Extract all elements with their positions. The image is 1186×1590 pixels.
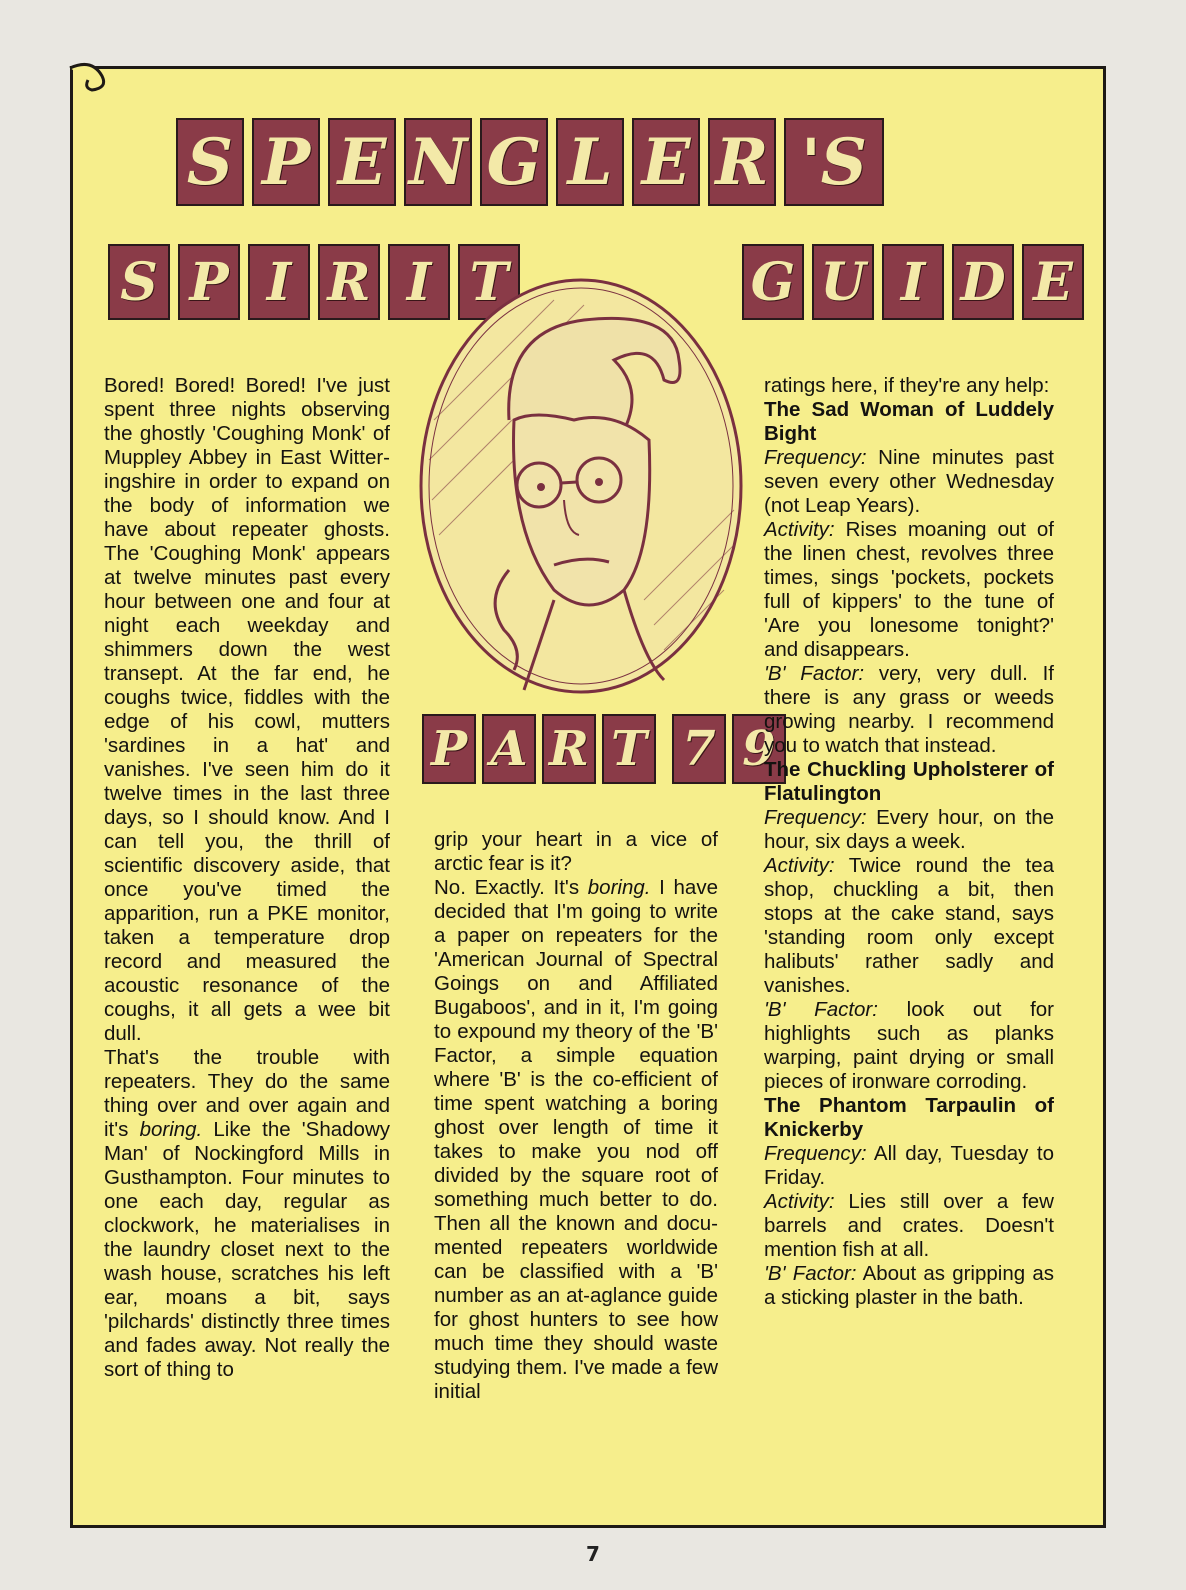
- title-letter: G: [742, 244, 804, 320]
- value: look out for highlights such as planks warping, paint drying or small pieces of ironware corroding.: [764, 998, 1054, 1093]
- title-letter: S: [108, 244, 170, 320]
- label: Activity:: [764, 518, 835, 541]
- ghost-name: The Phantom Tarpaulin of Knickerby: [764, 1094, 1054, 1141]
- paragraph: Bored! Bored! Bored! I've just spent three nights observing the ghostly 'Coughing Monk' of Muppley Abbey in East Witteringshire in order to expand on the body of information we have about repeater ghosts. The 'Coughing Monk' appears at twelve minutes past every hour between one and four at night each weekday and shimmers down the west transept. At the far end, he coughs twice, fiddles with the edge of his cowl, mutters 'sardines in a hat' and vanishes. I've seen him do it twelve times in the last three days, so I should know. And I can tell you, the thrill of scientific discovery aside, that once you've timed the apparition, run a PKE monitor, taken a temperature drop record and measured the acoustic resonance of the coughs, it all gets a wee bit dull.: [104, 374, 390, 1045]
- title-letter: E: [328, 118, 396, 206]
- page-number: 7: [586, 1542, 600, 1566]
- title-part-79: [422, 714, 786, 784]
- label: 'B' Factor:: [764, 662, 865, 685]
- title-spenglers: [176, 118, 884, 206]
- title-letter: 9: [732, 714, 786, 784]
- value: Nine minutes past seven every other Wednesday (not Leap Years).: [764, 446, 1054, 517]
- label: 'B' Factor:: [764, 1262, 857, 1285]
- b-factor: [764, 1262, 1054, 1310]
- paragraph: [104, 1046, 390, 1382]
- column-1: [104, 374, 390, 1382]
- b-factor: [764, 998, 1054, 1094]
- text-run: I have decided that I'm going to write a paper on repeaters for the 'American Journal of Spectral Goings on and Affiliated Bugaboos', and in it, I'm going to expound my theory of the 'B' Factor, a simple equation where 'B' is the co-efficient of time spent watching a boring ghost over length of time it takes to make you nod off divided by the square root of something much better to do. Then all the known and documented repeaters worldwide can be classified with a 'B' number as an at-aglance guide for ghost hunters to see how much time they should waste studying them. I've made a few initial: [434, 876, 718, 1403]
- paragraph: ratings here, if they're any help:: [764, 374, 1050, 397]
- label: Activity:: [764, 854, 835, 877]
- label: Activity:: [764, 1190, 835, 1213]
- text-run: Like the 'Shadowy Man' of Nockingford Mills in Gusthampton. Four minutes to one each day, regular as clockwork, he materialises in the laundry closet next to the wash house, scratches his left ear, moans a bit, says 'pilchards' distinctly three times and fades away. Not really the sort of thing to: [104, 1118, 390, 1381]
- title-letter: R: [708, 118, 776, 206]
- value: Twice round the tea shop, chuckling a bit, then stops at the cake stand, says 'standing room only except halibuts' rather sadly and vanishes.: [764, 854, 1054, 997]
- b-factor: [764, 662, 1054, 758]
- column-2: [434, 828, 718, 1404]
- title-guide: [742, 244, 1084, 320]
- title-letter: 7: [672, 714, 726, 784]
- text-run: That's the trouble with repeaters. They do the same thing over and over again and it's: [104, 1046, 390, 1141]
- activity: [764, 518, 1054, 662]
- frequency: [764, 806, 1054, 854]
- paragraph: [434, 876, 718, 1404]
- title-letter: I: [248, 244, 310, 320]
- title-letter: L: [556, 118, 624, 206]
- title-letter: I: [882, 244, 944, 320]
- title-letter: A: [482, 714, 536, 784]
- title-letter: P: [252, 118, 320, 206]
- title-letter: P: [422, 714, 476, 784]
- title-letter: I: [388, 244, 450, 320]
- value: Lies still over a few barrels and crates. Doesn't mention fish at all.: [764, 1190, 1054, 1261]
- title-letter: T: [602, 714, 656, 784]
- emphasis: boring.: [139, 1118, 203, 1141]
- title-letter: U: [812, 244, 874, 320]
- title-letter: 'S: [784, 118, 884, 206]
- value: Rises moaning out of the linen chest, revolves three times, sings 'pockets, pockets full of kippers' to the tune of 'Are you lonesome tonight?' and disappears.: [764, 518, 1055, 661]
- spengler-portrait-illustration: [414, 270, 748, 702]
- title-letter: T: [458, 244, 520, 320]
- emphasis: boring.: [587, 876, 651, 899]
- value: About as gripping as a sticking plaster in the bath.: [764, 1262, 1054, 1309]
- title-letter: R: [318, 244, 380, 320]
- ghost-name: The Chuckling Upholsterer of Flatulington: [764, 758, 1054, 805]
- title-letter: D: [952, 244, 1014, 320]
- value: All day, Tuesday to Friday.: [764, 1142, 1054, 1189]
- title-letter: E: [1022, 244, 1084, 320]
- title-letter: N: [404, 118, 472, 206]
- text-run: No. Exactly. It's: [434, 876, 580, 899]
- label: Frequency:: [764, 806, 867, 829]
- column-3: [764, 374, 1054, 1310]
- label: Frequency:: [764, 1142, 867, 1165]
- title-letter: S: [176, 118, 244, 206]
- label: 'B' Factor:: [764, 998, 878, 1021]
- activity: [764, 1190, 1054, 1262]
- frequency: [764, 1142, 1054, 1190]
- title-letter: R: [542, 714, 596, 784]
- frequency: [764, 446, 1054, 518]
- activity: [764, 854, 1054, 998]
- value: very, very dull. If there is any grass or weeds growing nearby. I recommend you to watch that instead.: [764, 662, 1054, 757]
- title-letter: G: [480, 118, 548, 206]
- value: Every hour, on the hour, six days a week.: [764, 806, 1054, 853]
- label: Frequency:: [764, 446, 867, 469]
- title-letter: E: [632, 118, 700, 206]
- page-curl-decoration: [62, 58, 132, 118]
- ghost-name: The Sad Woman of Luddely Bight: [764, 398, 1054, 445]
- title-letter: P: [178, 244, 240, 320]
- paragraph: grip your heart in a vice of arctic fear is it?: [434, 828, 718, 875]
